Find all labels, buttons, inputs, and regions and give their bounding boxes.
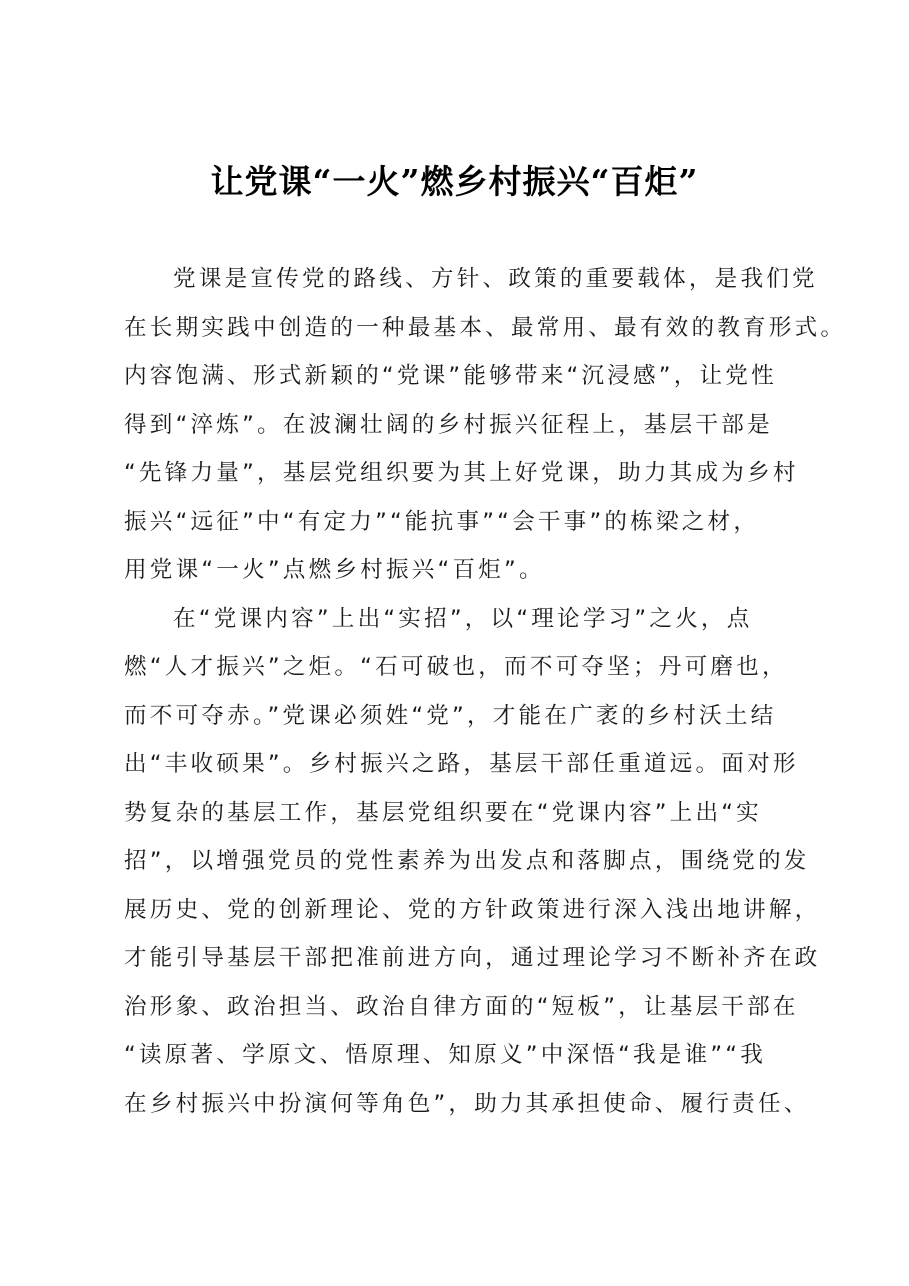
text-line: 展历史、党的创新理论、党的方针政策进行深入浅出地讲解， <box>124 896 821 923</box>
text-line: 用党课“一火”点燃乡村振兴“百炬”。 <box>124 557 545 583</box>
text-line: 出“丰收硕果”。乡村振兴之路，基层干部任重道远。面对形 <box>124 751 799 777</box>
paragraph-1 <box>124 255 847 595</box>
text-line: 在“党课内容”上出“实招”，以“理论学习”之火，点 <box>173 605 753 632</box>
text-line: 治形象、政治担当、政治自律方面的“短板”，让基层干部在 <box>124 993 799 1020</box>
text-line: 燃“人才振兴”之炬。“石可破也，而不可夺坚；丹可磨也， <box>124 654 788 680</box>
paragraph-2 <box>124 595 821 1129</box>
text-line: 在乡村振兴中扮演何等角色”，助力其承担使命、履行责任、 <box>124 1090 810 1117</box>
text-line: 得到“淬炼”。在波澜壮阔的乡村振兴征程上，基层干部是 <box>124 411 773 438</box>
text-line: “读原著、学原文、悟原理、知原义”中深悟“我是谁”“我 <box>124 1042 766 1068</box>
text-line: 势复杂的基层工作，基层党组织要在“党课内容”上出“实 <box>124 799 762 826</box>
text-line: 党课是宣传党的路线、方针、政策的重要载体，是我们党 <box>173 266 818 292</box>
text-line: “先锋力量”，基层党组织要为其上好党课，助力其成为乡村 <box>124 460 799 486</box>
text-line: 招”，以增强党员的党性素养为出发点和落脚点，围绕党的发 <box>124 848 810 874</box>
text-line: 内容饱满、形式新颖的“党课”能够带来“沉浸感”，让党性 <box>124 363 777 389</box>
text-line: 才能引导基层干部把准前进方向，通过理论学习不断补齐在政 <box>124 945 821 971</box>
text-line: 在长期实践中创造的一种最基本、最常用、最有效的教育形式。 <box>124 314 847 341</box>
document-body <box>124 255 847 1128</box>
text-line: 而不可夺赤。”党课必须姓“党”，才能在广袤的乡村沃土结 <box>124 702 777 729</box>
document-title: 让党课“一火”燃乡村振兴“百炬” <box>210 162 699 201</box>
text-line: 振兴“远征”中“有定力”“能抗事”“会干事”的栋梁之材， <box>124 508 760 535</box>
